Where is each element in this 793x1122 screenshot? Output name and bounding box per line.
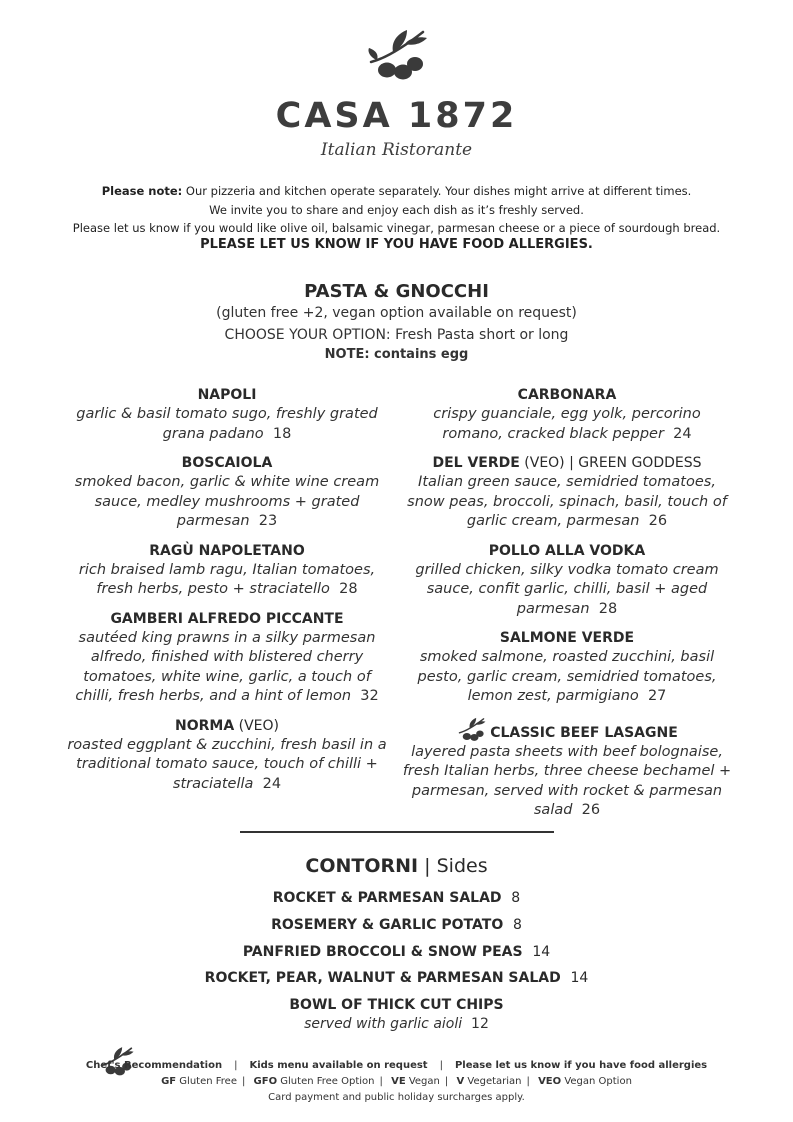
menu-item-price: 28 [339,581,358,597]
menu-item-name: CARBONARA [517,387,617,403]
menu-item-description: garlic & basil tomato sugo, freshly grated grana padano 18 [76,406,378,442]
menu-item-price: 28 [598,600,618,617]
footer-chef: Chef's Recommendation [85,1060,223,1071]
menu-item-name: RAGÙ NAPOLETANO [149,542,305,559]
menu-item-name: POLLO ALLA VODKA [488,542,646,559]
menu-item-name: DEL VERDE (VEO) | GREEN GODDESS [432,455,702,471]
pasta-option: CHOOSE YOUR OPTION: Fresh Pasta short or long [224,327,569,343]
surcharge-note: Card payment and public holiday surcharges apply. [268,1092,525,1103]
pasta-section-title: PASTA & GNOCCHI [304,281,489,302]
menu-item-price: 24 [673,425,692,442]
menu-item-price: 26 [581,802,601,818]
footer-notes: Chef's Recommendation | Kids menu available on request | Please let us know if you have food allergies [85,1060,708,1071]
menu-item-description: layered pasta sheets with beef bolognaise, fresh Italian herbs, three cheese bechamel + parmesan, served with rocket & parmesan salad 26 [402,743,732,818]
menu-item-description: roasted eggplant & zucchini, fresh basil in a traditional tomato sauce, touch of chilli + straciatella 24 [67,736,387,792]
menu-item [62,454,392,532]
notice [0,182,793,238]
menu-item-name: SALMONE VERDE [499,630,635,646]
menu-item [402,717,732,821]
section-divider [240,831,554,833]
allergy-notice: PLEASE LET US KNOW IF YOU HAVE FOOD ALLERGIES. [200,237,593,252]
notice-line-2: We invite you to share and enjoy each dish as it’s freshly served. [209,202,584,217]
menu-item-name: NORMA (VEO) [175,717,279,734]
chef-recommendation-icon [456,717,488,743]
menu-item-description: crispy guanciale, egg yolk, percorino romano, cracked black pepper 24 [433,406,701,442]
menu-item [62,717,392,795]
menu-item [402,386,732,444]
menu-item-description: grilled chicken, silky vodka tomato cream sauce, confit garlic, chilli, basil + aged parmesan 28 [415,561,719,617]
menu-item-description: smoked bacon, garlic & white wine cream sauce, medley mushrooms + grated parmesan 23 [74,474,380,529]
pasta-column-right [402,386,732,831]
side-item: ROSEMERY & GARLIC POTATO 8 [271,917,522,933]
menu-item-price: 27 [647,688,667,704]
pasta-section-subtitle: (gluten free +2, vegan option available on request) [216,305,577,321]
menu-item-price: 23 [258,513,278,529]
side-item-description: served with garlic aioli 12 [304,1016,489,1032]
side-item: ROCKET, PEAR, WALNUT & PARMESAN SALAD 14 [204,970,589,986]
footer-allergies: Please let us know if you have food allergies [454,1060,708,1071]
menu-item-description: rich braised lamb ragu, Italian tomatoes, fresh herbs, pesto + straciatello 28 [78,561,376,597]
menu-item-description: Italian green sauce, semidried tomatoes, snow peas, broccoli, spinach, basil, touch of garlic cream, parmesan 26 [407,474,727,529]
menu-item [402,454,732,532]
menu-item-name: BOSCAIOLA [181,455,273,471]
olive-branch-icon [367,28,429,84]
menu-item [62,386,392,444]
notice-line-1: Please note: Our pizzeria and kitchen operate separately. Your dishes might arrive at different times. [101,184,692,198]
menu-item-price: 24 [262,775,282,792]
pasta-column-left [62,386,392,804]
pasta-note: NOTE: contains egg [324,347,469,362]
side-item: ROCKET & PARMESAN SALAD 8 [272,890,521,906]
menu-item-price: 26 [648,513,668,529]
contorni-title: CONTORNI | Sides [305,855,488,877]
menu-item [62,610,392,707]
notice-line-3: Please let us know if you would like olive oil, balsamic vinegar, parmesan cheese or a piece of sourdough bread. [72,221,721,235]
menu-item-price: 18 [272,425,292,442]
side-item: BOWL OF THICK CUT CHIPS [289,997,504,1013]
menu-item [402,542,732,620]
side-item: PANFRIED BROCCOLI & SNOW PEAS 14 [242,944,551,960]
menu-item-name: GAMBERI ALFREDO PICCANTE [110,610,344,627]
brand-tagline: Italian Ristorante [320,140,473,160]
menu-item-price: 32 [360,688,379,704]
menu-item [62,542,392,600]
menu-item-name: NAPOLI [197,387,257,403]
dietary-legend: GF Gluten Free | GFO Gluten Free Option | VE Vegan | V Vegetarian | VEO Vegan Option [161,1076,632,1087]
menu-item-name: CLASSIC BEEF LASAGNE [402,717,732,743]
menu-item-description: sautéed king prawns in a silky parmesan alfredo, finished with blistered cherry tomatoes, white wine, garlic, a touch of chilli, fresh herbs, and a hint of lemon 32 [75,629,379,704]
brand-name: CASA 1872 [275,96,518,136]
menu-item-description: smoked salmone, roasted zucchini, basil pesto, garlic cream, semidried tomatoes, lemon zest, parmigiano 27 [417,649,717,704]
menu-item [402,629,732,707]
footer-kids: Kids menu available on request [249,1060,428,1071]
